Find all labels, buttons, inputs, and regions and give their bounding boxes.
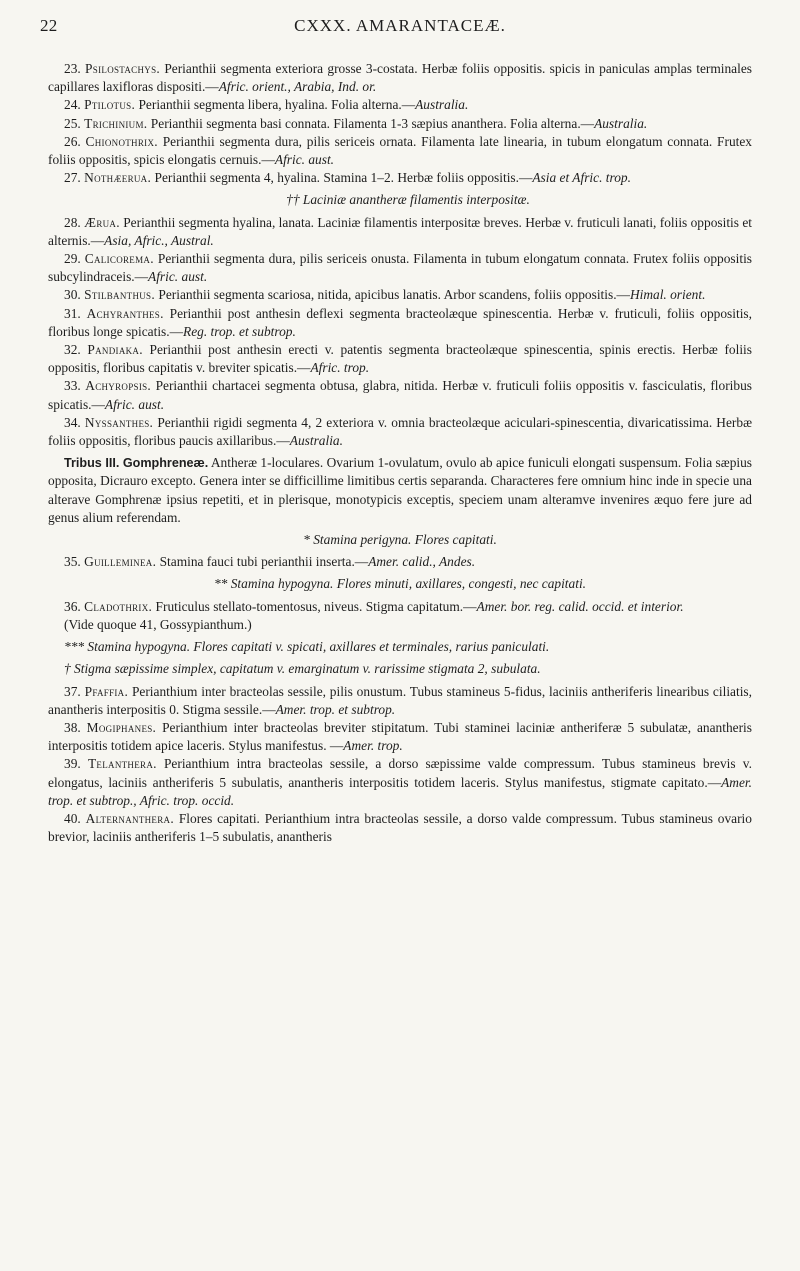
- entry-number: 39.: [64, 756, 81, 772]
- genus-entry: [48, 810, 752, 846]
- genus-entry: [48, 377, 752, 413]
- entry-locality: Afric. aust.: [274, 152, 335, 168]
- genus-name: Achyropsis.: [85, 378, 152, 394]
- entry-locality: Asia, Afric., Austral.: [104, 232, 214, 248]
- entry-list-d: [48, 598, 752, 616]
- genus-entry: [48, 598, 752, 616]
- entry-locality: Amer. calid., Andes.: [368, 554, 476, 570]
- genus-entry: [48, 133, 752, 169]
- entry-description: Perianthii segmenta dura, pilis sericeis ornata. Filamenta late linearia, in tubum elongatum connata. Frutex foliis oppositis, spicis elongatis cernuis.—: [48, 133, 752, 168]
- genus-name: Mogiphanes.: [86, 719, 157, 735]
- genus-name: Alternanthera.: [85, 810, 174, 826]
- tribus-label: Tribus III. Gomphreneæ.: [64, 456, 209, 471]
- entry-number: 26.: [64, 133, 81, 149]
- entry-number: 27.: [64, 170, 81, 186]
- running-head: [40, 14, 752, 44]
- entry-number: 32.: [64, 342, 81, 358]
- entry-number: 25.: [64, 115, 81, 131]
- entry-locality: Australia.: [415, 97, 469, 113]
- genus-entry: [48, 96, 752, 114]
- entry-locality: Afric. trop.: [310, 360, 370, 376]
- entry-number: 40.: [64, 810, 81, 826]
- genus-entry: [48, 414, 752, 450]
- entry-description: Perianthium inter bracteolas sessile, pilis onustum. Tubus stamineus 5-fidus, laciniis antheriferis linearibus ciliatis, anantheris interpositis 0. Stigma sessile.—: [48, 683, 752, 717]
- entry-locality: Amer. trop. et subtrop., Afric. trop. occid.: [48, 774, 752, 808]
- genus-entry: [48, 250, 752, 286]
- entry-list-b: [48, 214, 752, 451]
- vide-note: (Vide quoque 41, Gossypianthum.): [64, 616, 252, 632]
- entry-description: Perianthium inter bracteolas breviter stipitatum. Tubi staminei laciniæ antheriferæ 5 subulatæ, anantheris interpositis totidem apice laceris. Stylus manifestus. —: [48, 719, 752, 754]
- entry-description: Perianthii segmenta libera, hyalina. Folia alterna.—: [138, 97, 416, 113]
- entry-description: Perianthii segmenta basi connata. Filamenta 1-3 sæpius ananthera. Folia alterna.—: [150, 115, 595, 131]
- entry-number: 35.: [64, 554, 81, 570]
- entry-description: Perianthii segmenta scariosa, nitida, apicibus lanatis. Arbor scandens, foliis oppositis.—: [158, 287, 630, 303]
- entry-locality: Afric. orient., Arabia, Ind. or.: [218, 79, 377, 95]
- entry-number: 37.: [64, 683, 81, 699]
- entry-locality: Himal. orient.: [629, 287, 706, 303]
- section-heading-stigma: † Stigma sæpissime simplex, capitatum v. emarginatum v. rarissime stigmata 2, subulata.: [64, 661, 541, 677]
- entry-description: Perianthii post anthesin erecti v. patentis segmenta bracteolæque spinescentia, spinis erectis. Herbæ foliis oppositis, floribus capitatis v. breviter spicatis.—: [48, 342, 752, 376]
- genus-name: Cladothrix.: [84, 598, 153, 614]
- entry-number: 33.: [64, 378, 81, 394]
- genus-entry: [48, 305, 752, 341]
- entry-locality: Amer. bor. reg. calid. occid. et interior.: [476, 598, 684, 614]
- page-number: 22: [40, 16, 58, 35]
- entry-description: Perianthii segmenta hyalina, lanata. Laciniæ filamentis interpositæ breves. Herbæ v. fruticuli lanati, foliis oppositis et alternis.—: [48, 214, 752, 248]
- entry-locality: Amer. trop. et subtrop.: [275, 701, 396, 717]
- genus-name: Pandiaka.: [87, 342, 143, 358]
- entry-description: Perianthii chartacei segmenta obtusa, glabra, nitida. Herbæ v. fruticuli foliis oppositis v. fasciculatis, floribus spicatis.—: [48, 378, 752, 412]
- genus-name: Trichinium.: [84, 115, 148, 131]
- genus-name: Psilostachys.: [85, 61, 161, 76]
- running-title: CXXX. AMARANTACEÆ.: [294, 16, 506, 35]
- entry-locality: Australia.: [594, 115, 648, 131]
- genus-entry: [48, 719, 752, 755]
- entry-number: 34.: [64, 414, 81, 430]
- entry-description: Perianthii post anthesin deflexi segmenta bracteolæque spinescentia. Herbæ v. fruticuli, foliis oppositis, floribus longe spicatis.—: [48, 305, 752, 339]
- entry-description: Flores capitati. Perianthium intra bracteolas sessile, a dorso valde compressum. Tubus stamineus ovario brevior, laciniis antheriferis 1–5 subulatis, anantheris: [48, 810, 752, 845]
- entry-list-f: [48, 683, 752, 847]
- genus-name: Ærua.: [84, 214, 120, 230]
- section-heading-laciniae: †† Laciniæ anantheræ filamentis interpositæ.: [286, 192, 530, 208]
- entry-locality: Afric. aust.: [104, 396, 165, 412]
- genus-name: Guilleminea.: [84, 554, 157, 570]
- entry-list-c: [48, 553, 752, 571]
- genus-name: Achyranthes.: [86, 305, 164, 321]
- entry-description: Perianthii segmenta 4, hyalina. Stamina 1–2. Herbæ foliis oppositis.—: [154, 170, 533, 186]
- entry-number: 23.: [64, 61, 81, 76]
- genus-entry: [48, 755, 752, 810]
- section-heading-hypogyna: ** Stamina hypogyna. Flores minuti, axillares, congesti, nec capitati.: [213, 576, 587, 592]
- entry-locality: Asia et Afric. trop.: [532, 170, 631, 186]
- genus-entry: [48, 60, 752, 96]
- entry-number: 24.: [64, 97, 81, 113]
- genus-name: Ptilotus.: [84, 97, 136, 113]
- entry-list-a: [48, 60, 752, 187]
- entry-locality: Reg. trop. et subtrop.: [183, 323, 296, 339]
- genus-entry: [48, 553, 752, 571]
- entry-number: 30.: [64, 287, 81, 303]
- main-text: [48, 60, 752, 846]
- entry-number: 38.: [64, 719, 81, 735]
- tribus-text: Antheræ 1-loculares. Ovarium 1-ovulatum, ovulo ab apice funiculi elongati suspensum. Folia sæpius opposita, Dicrauro excepto. Genera inter se difficillime limitibus certis separanda. Characteres fere omnium hinc inde in specie una alterave Gomphrenæ ipsius repetiti, et in plerisque, monotypicis exceptis, speciem unam alteramve invenires æquo fere jure ad genus alium referendam.: [48, 455, 753, 525]
- genus-name: Pfaffia.: [84, 683, 129, 699]
- genus-entry: [48, 169, 752, 187]
- entry-number: 29.: [64, 251, 81, 267]
- entry-description: Perianthium intra bracteolas sessile, a dorso sæpissime valde compressum. Tubus stamineus brevis v. elongatus, laciniis antheriferis 5 subulatis, anantheris interpositis totidem laceris. Stylus manifestus, stigmate capitato.—: [48, 756, 752, 790]
- genus-name: Telanthera.: [87, 756, 157, 772]
- genus-name: Nyssanthes.: [84, 414, 154, 430]
- genus-name: Calicorema.: [84, 251, 154, 267]
- entry-locality: Australia.: [289, 433, 343, 449]
- genus-name: Stilbanthus.: [84, 287, 156, 303]
- entry-description: Fruticulus stellato-tomentosus, niveus. Stigma capitatum.—: [155, 598, 477, 614]
- genus-entry: [48, 115, 752, 133]
- tribus-paragraph: [48, 454, 752, 527]
- entry-number: 36.: [64, 598, 81, 614]
- genus-name: Chionothrix.: [85, 133, 158, 149]
- entry-number: 31.: [64, 305, 81, 321]
- genus-name: Nothæerua.: [84, 170, 152, 186]
- entry-number: 28.: [64, 214, 81, 230]
- genus-entry: [48, 683, 752, 719]
- section-heading-perigyna: * Stamina perigyna. Flores capitati.: [303, 532, 497, 548]
- entry-locality: Amer. trop.: [343, 738, 403, 754]
- entry-description: Perianthii segmenta exteriora grosse 3-costata. Herbæ foliis oppositis. spicis in paniculas amplas terminales capillares laxifloras dispositi.—: [48, 61, 752, 95]
- genus-entry: [48, 214, 752, 250]
- entry-locality: Afric. aust.: [148, 269, 208, 285]
- section-heading-capitati: *** Stamina hypogyna. Flores capitati v. spicati, axillares et terminales, rarius paniculati.: [64, 639, 550, 655]
- entry-description: Stamina fauci tubi perianthii inserta.—: [159, 554, 369, 570]
- entry-description: Perianthii rigidi segmenta 4, 2 exteriora v. omnia bracteolæque aciculari-spinescentia, divaricatissima. Herbæ foliis oppositis, floribus paucis axillaribus.—: [48, 414, 753, 449]
- genus-entry: [48, 341, 752, 377]
- genus-entry: [48, 286, 752, 304]
- entry-description: Perianthii segmenta dura, pilis sericeis onusta. Filamenta in tubum elongatum connata. Frutex foliis oppositis subcylindraceis.—: [48, 251, 752, 285]
